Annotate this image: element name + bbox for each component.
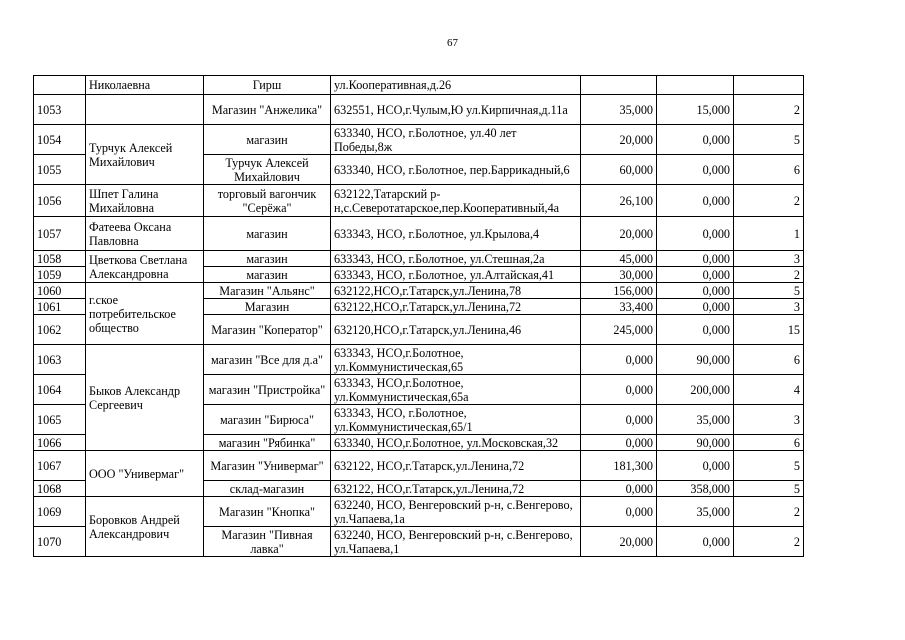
value-3: 5: [734, 283, 804, 299]
value-2: 90,000: [657, 345, 734, 375]
value-2: 15,000: [657, 95, 734, 125]
value-2: 0,000: [657, 315, 734, 345]
value-2: 0,000: [657, 125, 734, 155]
row-number: 1065: [34, 405, 86, 435]
value-2: 90,000: [657, 435, 734, 451]
row-number: 1059: [34, 267, 86, 283]
row-number: 1064: [34, 375, 86, 405]
owner-name: Быков Александр Сергеевич: [86, 345, 204, 451]
address: 632122, НСО,г.Татарск,ул.Ленина,72: [331, 481, 581, 497]
shop-name: магазин: [204, 125, 331, 155]
value-1: 45,000: [581, 251, 657, 267]
value-1: 0,000: [581, 481, 657, 497]
value-2: 0,000: [657, 527, 734, 557]
shop-name: магазин "Бирюса": [204, 405, 331, 435]
value-2: 0,000: [657, 283, 734, 299]
value-2: 0,000: [657, 251, 734, 267]
value-3: 4: [734, 375, 804, 405]
value-1: 0,000: [581, 405, 657, 435]
table-row: [34, 345, 804, 375]
shop-name: Магазин "Альянс": [204, 283, 331, 299]
row-number: 1053: [34, 95, 86, 125]
owner-name: Турчук Алексей Михайлович: [86, 125, 204, 185]
value-1: 0,000: [581, 345, 657, 375]
shop-name: Турчук Алексей Михайлович: [204, 155, 331, 185]
address: 633340, НСО, г.Болотное, пер.Баррикадный,6: [331, 155, 581, 185]
address: 633340, НСО,г.Болотное, ул.Московская,32: [331, 435, 581, 451]
value-3: 6: [734, 345, 804, 375]
value-3: 2: [734, 267, 804, 283]
value-3: 1: [734, 217, 804, 251]
address: 633343, НСО,г.Болотное, ул.Коммунистическая,65: [331, 345, 581, 375]
shop-name: склад-магазин: [204, 481, 331, 497]
value-3: [734, 76, 804, 95]
value-1: 30,000: [581, 267, 657, 283]
table-row: [34, 76, 804, 95]
owner-name: Цветкова Светлана Александровна: [86, 251, 204, 283]
row-number: 1058: [34, 251, 86, 267]
row-number: 1061: [34, 299, 86, 315]
table-row: [34, 451, 804, 481]
value-3: 2: [734, 527, 804, 557]
row-number: 1056: [34, 185, 86, 217]
value-3: 15: [734, 315, 804, 345]
shop-name: Магазин: [204, 299, 331, 315]
value-2: 358,000: [657, 481, 734, 497]
value-3: 5: [734, 451, 804, 481]
shop-name: магазин: [204, 217, 331, 251]
owner-name: г.ское потребительское общество: [86, 283, 204, 345]
value-2: 0,000: [657, 217, 734, 251]
row-number: 1054: [34, 125, 86, 155]
row-number: 1068: [34, 481, 86, 497]
value-3: 5: [734, 481, 804, 497]
value-2: 0,000: [657, 299, 734, 315]
shop-name: магазин: [204, 251, 331, 267]
owner-name: [86, 95, 204, 125]
value-2: 0,000: [657, 185, 734, 217]
value-1: 181,300: [581, 451, 657, 481]
value-3: 2: [734, 95, 804, 125]
address: 632122,Татарский р-н,с.Северотатарское,пер.Кооперативный,4а: [331, 185, 581, 217]
registry-table: [33, 75, 804, 557]
row-number: 1062: [34, 315, 86, 345]
value-1: 20,000: [581, 217, 657, 251]
value-3: 6: [734, 435, 804, 451]
shop-name: торговый вагончик "Серёжа": [204, 185, 331, 217]
value-3: 3: [734, 405, 804, 435]
table-row: [34, 125, 804, 155]
table-row: [34, 95, 804, 125]
value-1: 35,000: [581, 95, 657, 125]
table-row: [34, 283, 804, 299]
value-1: 0,000: [581, 497, 657, 527]
address: 632551, НСО,г.Чулым,Ю ул.Кирпичная,д.11а: [331, 95, 581, 125]
value-1: 20,000: [581, 125, 657, 155]
value-1: 156,000: [581, 283, 657, 299]
table-row: [34, 251, 804, 267]
owner-name: Николаевна: [86, 76, 204, 95]
value-1: [581, 76, 657, 95]
table-row: [34, 185, 804, 217]
value-2: 0,000: [657, 451, 734, 481]
row-number: 1060: [34, 283, 86, 299]
address: 633343, НСО, г.Болотное, ул.Крылова,4: [331, 217, 581, 251]
owner-name: ООО "Универмаг": [86, 451, 204, 497]
shop-name: Магазин "Кнопка": [204, 497, 331, 527]
shop-name: Магазин "Коператор": [204, 315, 331, 345]
value-3: 2: [734, 497, 804, 527]
value-3: 2: [734, 185, 804, 217]
value-1: 245,000: [581, 315, 657, 345]
address: 632120,НСО,г.Татарск,ул.Ленина,46: [331, 315, 581, 345]
value-2: [657, 76, 734, 95]
value-1: 20,000: [581, 527, 657, 557]
value-3: 5: [734, 125, 804, 155]
value-1: 26,100: [581, 185, 657, 217]
address: 632122, НСО,г.Татарск,ул.Ленина,72: [331, 451, 581, 481]
address: 632240, НСО, Венгеровский р-н, с.Венгерово, ул.Чапаева,1: [331, 527, 581, 557]
value-3: 3: [734, 251, 804, 267]
row-number: 1067: [34, 451, 86, 481]
table-row: [34, 217, 804, 251]
shop-name: Магазин "Пивная лавка": [204, 527, 331, 557]
owner-name: Шпет Галина Михайловна: [86, 185, 204, 217]
shop-name: Гирш: [204, 76, 331, 95]
address: 633343, НСО, г.Болотное, ул.Стешная,2а: [331, 251, 581, 267]
address: 632122,НСО,г.Татарск,ул.Ленина,78: [331, 283, 581, 299]
value-1: 60,000: [581, 155, 657, 185]
shop-name: магазин: [204, 267, 331, 283]
value-1: 0,000: [581, 375, 657, 405]
row-number: 1066: [34, 435, 86, 451]
shop-name: магазин "Пристройка": [204, 375, 331, 405]
address: 632240, НСО, Венгеровский р-н, с.Венгерово, ул.Чапаева,1а: [331, 497, 581, 527]
value-2: 0,000: [657, 267, 734, 283]
row-number: 1063: [34, 345, 86, 375]
value-2: 200,000: [657, 375, 734, 405]
owner-name: Боровков Андрей Александрович: [86, 497, 204, 557]
value-2: 0,000: [657, 155, 734, 185]
shop-name: Магазин "Универмаг": [204, 451, 331, 481]
address: 633343, НСО, г.Болотное, ул.Коммунистическая,65/1: [331, 405, 581, 435]
owner-name: Фатеева Оксана Павловна: [86, 217, 204, 251]
shop-name: магазин "Все для д.а": [204, 345, 331, 375]
row-number: 1070: [34, 527, 86, 557]
address: 633340, НСО, г.Болотное, ул.40 лет Победы,8ж: [331, 125, 581, 155]
shop-name: магазин "Рябинка": [204, 435, 331, 451]
address: 632122,НСО,г.Татарск,ул.Ленина,72: [331, 299, 581, 315]
row-number: 1057: [34, 217, 86, 251]
value-1: 0,000: [581, 435, 657, 451]
value-3: 6: [734, 155, 804, 185]
value-3: 3: [734, 299, 804, 315]
value-2: 35,000: [657, 405, 734, 435]
value-2: 35,000: [657, 497, 734, 527]
row-number: 1069: [34, 497, 86, 527]
address: ул.Кооперативная,д.26: [331, 76, 581, 95]
shop-name: Магазин "Анжелика": [204, 95, 331, 125]
address: 633343, НСО,г.Болотное, ул.Коммунистическая,65а: [331, 375, 581, 405]
row-number: [34, 76, 86, 95]
table-row: [34, 497, 804, 527]
value-1: 33,400: [581, 299, 657, 315]
row-number: 1055: [34, 155, 86, 185]
address: 633343, НСО, г.Болотное, ул.Алтайская,41: [331, 267, 581, 283]
page-number: 67: [447, 37, 458, 49]
